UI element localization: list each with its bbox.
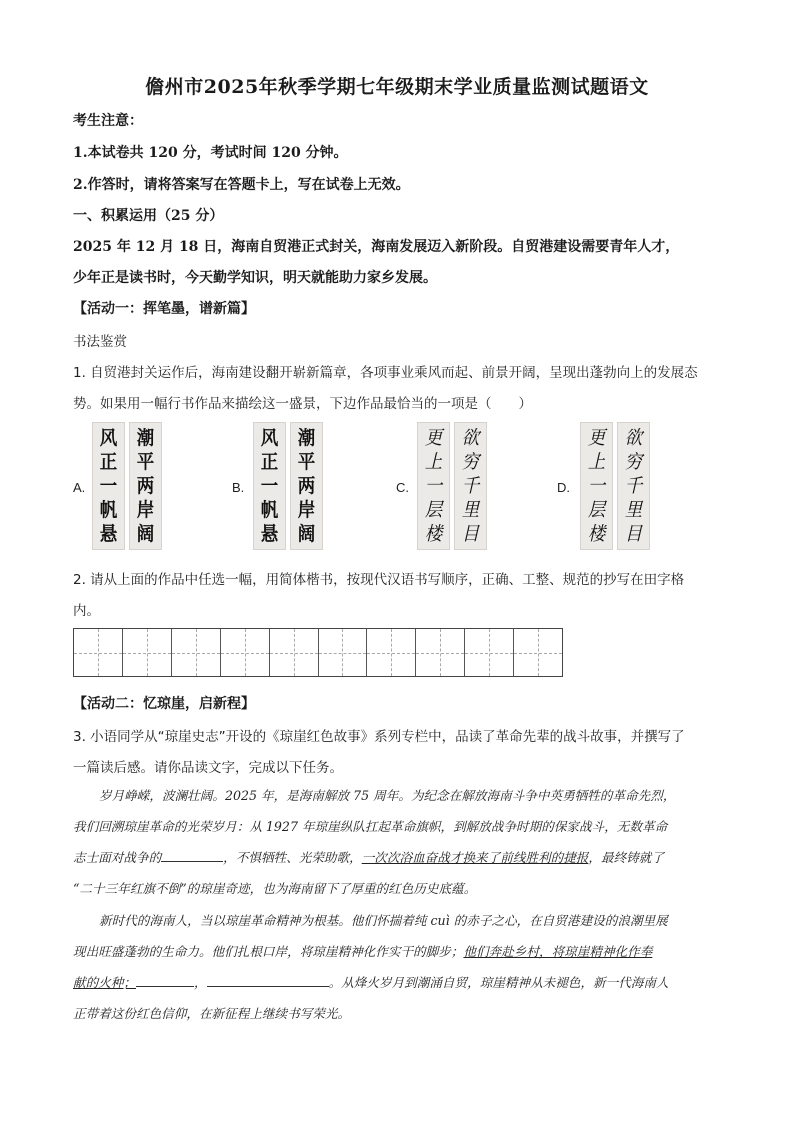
grid-cell[interactable]: [221, 629, 270, 676]
activity1-heading: 【活动一：挥笔墨，谱新篇】: [73, 301, 255, 317]
grid-cell[interactable]: [416, 629, 465, 676]
notice-item-2: 2.作答时，请将答案写在答题卡上，写在试卷上无效。: [73, 177, 410, 193]
tianzige-grid: [73, 628, 563, 677]
calligraphy-option-b: [253, 422, 327, 550]
grid-cell[interactable]: [367, 629, 416, 676]
essay-line: 正带着这份红色信仰，在新征程上继续书写荣光。: [73, 1006, 351, 1021]
answer-blank[interactable]: [207, 972, 329, 987]
calligraphy-option-a: [92, 422, 166, 550]
grid-cell[interactable]: [123, 629, 172, 676]
page-title: 儋州市2025年秋季学期七年级期末学业质量监测试题语文: [145, 76, 649, 98]
notice-item-1: 1.本试卷共 120 分，考试时间 120 分钟。: [73, 145, 348, 161]
grid-cell[interactable]: [74, 629, 123, 676]
section-heading: 一、积累运用（25 分）: [73, 208, 224, 224]
option-label: A.: [73, 480, 86, 495]
calligraphy-column-left: 更 上 一 层 楼: [417, 422, 450, 550]
q2-line-2: 内。: [73, 603, 100, 619]
essay-line: 岁月峥嵘，波澜壮阔。2025 年，是海南解放 75 周年。为纪念在解放海南斗争中英勇牺牲的革命先烈，: [99, 788, 676, 803]
calligraphy-column-left: 风 正 一 帆 悬: [253, 422, 286, 550]
answer-blank[interactable]: [161, 847, 223, 862]
q1-line-1: 1. 自贸港封关运作后，海南建设翻开崭新篇章，各项事业乘风而起、前景开阔，呈现出蓬勃向上的发展态: [73, 365, 698, 381]
option-label: C.: [396, 480, 409, 495]
essay-line: 志士面对战争的 ，不惧牺牲、光荣助歌，一次次浴血奋战才换来了前线胜利的捷报，最终铸就了: [73, 842, 723, 873]
underlined-sentence: 一次次浴血奋战才换来了前线胜利的捷报: [361, 850, 589, 865]
q3-line-1: 3. 小语同学从“琼崖史志”开设的《琼崖红色故事》系列专栏中，品读了革命先辈的战斗故事，并撰写了: [73, 729, 685, 745]
q1-line-2: 势。如果用一幅行书作品来描绘这一盛景，下边作品最恰当的一项是（ ）: [73, 396, 532, 412]
calligraphy-option-c: [417, 422, 491, 550]
calligraphy-column-right: 欲 穷 千 里 目: [454, 422, 487, 550]
grid-cell[interactable]: [172, 629, 221, 676]
calligraphy-option-d: [580, 422, 654, 550]
activity2-heading: 【活动二：忆琼崖，启新程】: [73, 696, 255, 712]
essay-line: 现出旺盛蓬勃的生命力。他们扎根口岸，将琼崖精神化作实干的脚步；他们奔赴乡村，将琼崖精神化作奉: [73, 944, 653, 959]
grid-cell[interactable]: [514, 629, 562, 676]
notice-heading: 考生注意：: [73, 113, 143, 129]
calligraphy-column-left: 更 上 一 层 楼: [580, 422, 613, 550]
essay-paragraph-1: [73, 780, 723, 904]
grid-cell[interactable]: [465, 629, 514, 676]
calligraphy-column-right: 潮 平 两 岸 阔: [129, 422, 162, 550]
calligraphy-column-right: 潮 平 两 岸 阔: [290, 422, 323, 550]
grid-cell[interactable]: [270, 629, 319, 676]
essay-line: 新时代的海南人，当以琼崖革命精神为根基。他们怀揣着纯 cuì 的赤子之心，在自贸港建设的浪潮里展: [99, 913, 668, 928]
q2-line-1: 2. 请从上面的作品中任选一幅，用简体楷书，按现代汉语书写顺序，正确、工整、规范的抄写在田字格: [73, 572, 685, 588]
q3-line-2: 一篇读后感。请你品读文字，完成以下任务。: [73, 760, 343, 776]
essay-line: 我们回溯琼崖革命的光荣岁月：从 1927 年琼崖纵队扛起革命旗帜，到解放战争时期的保家战斗，无数革命: [73, 819, 668, 834]
essay-paragraph-2: [73, 905, 723, 1029]
calligraphy-column-right: 欲 穷 千 里 目: [617, 422, 650, 550]
underlined-sentence: 他们奔赴乡村，将琼崖精神化作奉: [463, 944, 653, 959]
option-label: B.: [232, 480, 245, 495]
intro-line-1: 2025 年 12 月 18 日，海南自贸港正式封关，海南发展迈入新阶段。自贸港建设需要青年人才，: [73, 239, 680, 255]
option-label: D.: [557, 480, 570, 495]
calligraphy-column-left: 风 正 一 帆 悬: [92, 422, 125, 550]
essay-line: “二十三年红旗不倒”的琼崖奇迹，也为海南留下了厚重的红色历史底蕴。: [73, 881, 477, 896]
answer-blank[interactable]: [136, 972, 194, 987]
grid-cell[interactable]: [319, 629, 368, 676]
activity1-subheading: 书法鉴赏: [73, 334, 127, 350]
intro-line-2: 少年正是读书时，今天勤学知识，明天就能助力家乡发展。: [73, 270, 437, 286]
essay-line: 献的火种； ， 。从烽火岁月到潮涌自贸，琼崖精神从未褪色，新一代海南人: [73, 967, 723, 998]
